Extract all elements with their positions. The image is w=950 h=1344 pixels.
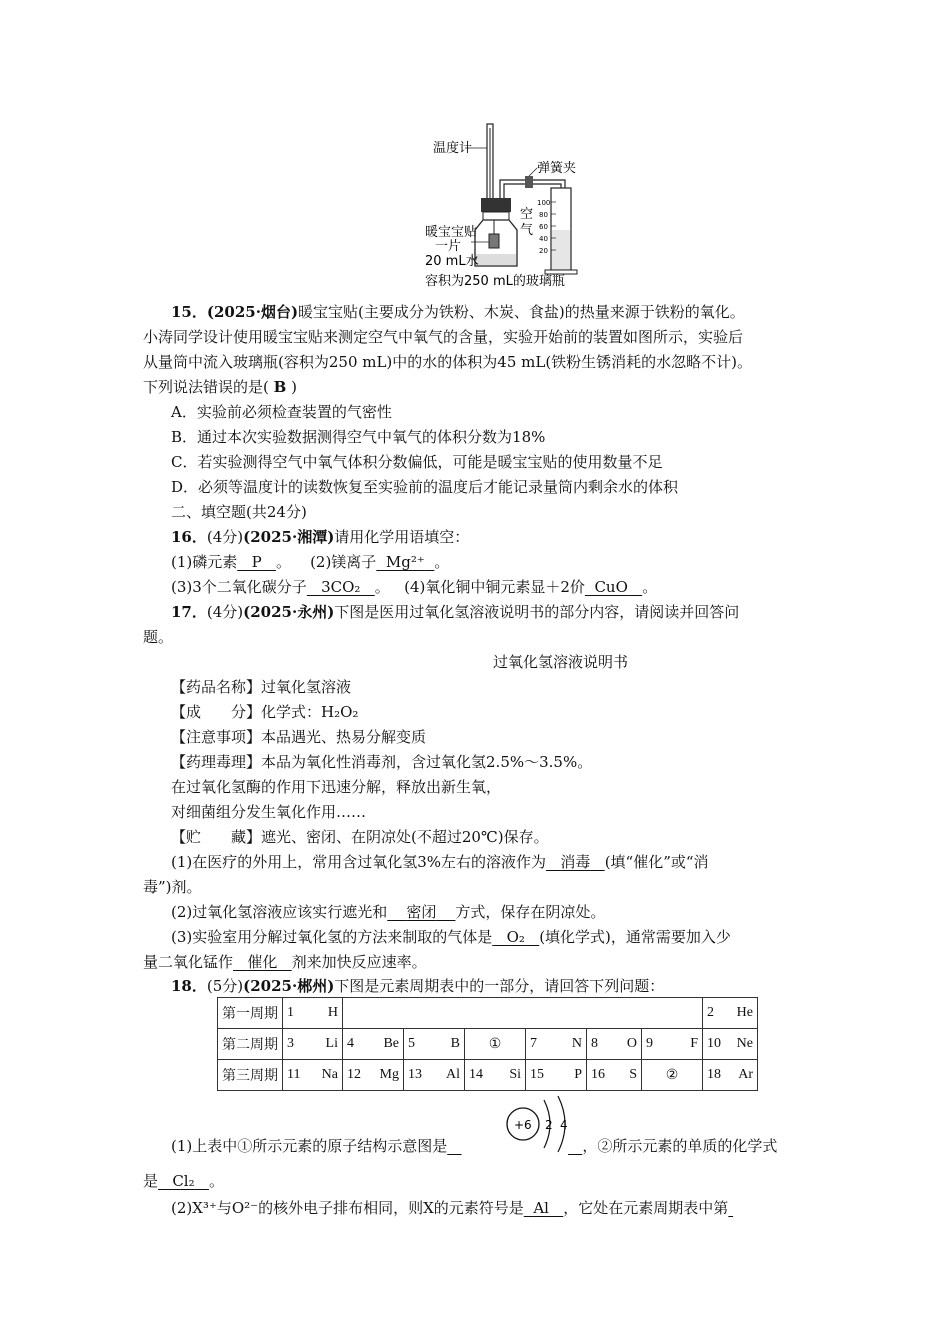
leaflet-line: 【成 分】化学式：H₂O₂ [171, 703, 359, 721]
q18-s2-text: (2)X³⁺与O²⁻的核外电子排布相同，则X的元素符号是 [171, 1199, 524, 1217]
q15-source: (2025·烟台) [206, 303, 299, 321]
q17-sub1 [171, 852, 709, 872]
leaflet-line: 【药品名称】过氧化氢溶液 [171, 678, 352, 696]
thermometer-label: 温度计 [433, 141, 473, 156]
q15-line1 [171, 302, 745, 322]
q17-sub2 [171, 902, 605, 922]
air-label-2: 气 [520, 223, 534, 238]
tick-label: 40 [539, 235, 548, 243]
element-cell-unknown-2: ② [642, 1060, 703, 1091]
q17-s3d-text: 剂来加快反应速率。 [291, 953, 427, 971]
element-cell: 1 H [283, 998, 343, 1029]
q16-line1 [171, 527, 469, 547]
q18-score: (5分) [206, 977, 244, 995]
table-row [218, 998, 758, 1029]
q17-s2-end: 方式，保存在阴凉处。 [455, 903, 606, 921]
q15-stem-2: 小涛同学设计使用暖宝宝贴来测定空气中氧气的含量，实验开始前的装置如图所示，实验后 [143, 328, 744, 346]
q15-stem-4a: 下列说法错误的是( [143, 378, 269, 396]
q18-s1d-text: 。 [208, 1172, 224, 1190]
q16-p3-text: (3)3个二氧化碳分子 [171, 578, 307, 596]
element-cell: 18 Ar [703, 1060, 758, 1091]
q17-s1c: 毒”)剂。 [143, 878, 202, 896]
q16-p4-text: (4)氧化铜中铜元素显＋2价 [404, 578, 585, 596]
element-cell: 12 Mg [343, 1060, 404, 1091]
leaflet-line: 【贮 藏】遮光、密闭、在阴凉处(不超过20℃)保存。 [171, 828, 549, 846]
element-cell: 3 Li [283, 1029, 343, 1060]
q17-s3-text: (3)实验室用分解过氧化氢的方法来制取的气体是 [171, 928, 493, 946]
q16-answer-2: Mg²⁺ [385, 553, 425, 571]
tick-label: 60 [539, 223, 548, 231]
clip-label: 弹簧夹 [537, 161, 577, 176]
element-cell: 7 N [526, 1029, 587, 1060]
q16-source: (2025·湘潭) [243, 528, 335, 546]
q18-sub1-right [568, 1136, 777, 1156]
apparatus-figure [425, 118, 595, 294]
q18-s1b-text: ，②所示元素的单质的化学式 [582, 1137, 778, 1155]
period-label: 第二周期 [218, 1029, 283, 1060]
q17-answer-1: 消毒 [560, 853, 591, 871]
section-heading: 二、填空题(共24分) [171, 503, 307, 521]
q17-sub3-cont [143, 952, 427, 972]
q15-stem-3: 从量筒中流入玻璃瓶(容积为250 mL)中的水的体积为45 mL(铁粉生锈消耗的水忽略不计)。 [143, 353, 753, 371]
q18-blank-1 [447, 1137, 461, 1155]
q17-s3c-text: 量二氧化锰作 [143, 953, 234, 971]
element-cell-unknown-1: ① [465, 1029, 526, 1060]
q17-line1 [171, 602, 739, 622]
q16-p2-end: 。 [434, 553, 450, 571]
q15-stem-4b: ) [291, 378, 297, 396]
q17-answer-3: O₂ [506, 928, 525, 946]
shell-1-electrons: 2 [545, 1118, 553, 1132]
q16-line3 [171, 577, 657, 597]
element-cell: 8 O [587, 1029, 642, 1060]
q16-score: (4分) [206, 528, 244, 546]
q16-p2-text: (2)镁离子 [310, 553, 377, 571]
q17-s1-text: (1)在医疗的外用上，常用含过氧化氢3%左右的溶液作为 [171, 853, 547, 871]
q17-source: (2025·永州) [243, 603, 335, 621]
q17-s2-text: (2)过氧化氢溶液应该实行遮光和 [171, 903, 388, 921]
period-label: 第三周期 [218, 1060, 283, 1091]
q18-sub1-cont [143, 1171, 224, 1191]
q16-answer-4: CuO [594, 578, 628, 596]
leaflet-line: 【药理毒理】本品为氧化性消毒剂，含过氧化氢2.5%～3.5%。 [171, 753, 593, 771]
table-row [218, 1060, 758, 1091]
figure-caption: 容积为250 mL的玻璃瓶 [425, 274, 565, 289]
shell-2-electrons: 4 [560, 1118, 568, 1132]
q18-stem: 下图是元素周期表中的一部分，请回答下列问题： [334, 977, 665, 995]
q16-line2 [171, 552, 449, 572]
q15-option-c: C．若实验测得空气中氧气体积分数偏低，可能是暖宝宝贴的使用数量不足 [171, 453, 663, 471]
table-row [218, 1029, 758, 1060]
q17-answer-2: 密闭 [406, 903, 437, 921]
leaflet-title: 过氧化氢溶液说明书 [493, 653, 629, 671]
q15-line4 [143, 377, 297, 397]
empty-cell [343, 998, 703, 1029]
q17-s1-end: (填“催化”或“消 [604, 853, 709, 871]
leaflet-line: 【注意事项】本品遇光、热易分解变质 [171, 728, 427, 746]
q18-answer-3: Al [533, 1199, 549, 1217]
warmer-label-1: 暖宝宝贴 [425, 225, 478, 240]
water-label: 20 mL水 [425, 254, 479, 269]
element-cell: 11 Na [283, 1060, 343, 1091]
warmer-patch [489, 234, 499, 248]
nucleus-charge: +6 [514, 1118, 532, 1132]
q18-s2b-text: ，它处在元素周期表中第 [563, 1199, 729, 1217]
q17-sub3 [171, 927, 731, 947]
q16-answer-1: P [251, 553, 262, 571]
air-label-1: 空 [520, 207, 534, 222]
element-cell: 4 Be [343, 1029, 404, 1060]
element-cell: 10 Ne [703, 1029, 758, 1060]
q17-s3-end: (填化学式)，通常需要加入少 [539, 928, 731, 946]
spring-clip [525, 176, 533, 188]
leaflet-line: 在过氧化氢酶的作用下迅速分解，释放出新生氧， [171, 778, 502, 796]
q18-number: 18． [171, 977, 207, 995]
tick-label: 100 [537, 199, 551, 207]
q18-line1 [171, 976, 664, 996]
q17-answer-4: 催化 [247, 953, 278, 971]
element-cell: 5 B [404, 1029, 465, 1060]
period-label: 第一周期 [218, 998, 283, 1029]
q15-number: 15． [171, 303, 207, 321]
element-cell: 2 He [703, 998, 758, 1029]
q15-stem-1: 暖宝宝贴(主要成分为铁粉、木炭、食盐)的热量来源于铁粉的氧化。 [298, 303, 745, 321]
q16-p1-text: (1)磷元素 [171, 553, 238, 571]
q18-s1c-text: 是 [143, 1172, 159, 1190]
q16-stem: 请用化学用语填空： [334, 528, 470, 546]
q17-stem-2: 题。 [143, 628, 174, 646]
stopper [481, 198, 511, 212]
q18-s1-text: (1)上表中①所示元素的原子结构示意图是 [171, 1137, 448, 1155]
element-cell: 14 Si [465, 1060, 526, 1091]
q15-answer: B [273, 378, 287, 396]
q16-answer-3: 3CO₂ [321, 578, 361, 596]
leaflet-line: 对细菌组分发生氧化作用…… [171, 803, 367, 821]
q16-p1-end: 。 [275, 553, 291, 571]
q15-option-b: B．通过本次实验数据测得空气中氧气的体积分数为18% [171, 428, 546, 446]
q16-p4-end: 。 [642, 578, 658, 596]
q18-sub2 [171, 1198, 733, 1218]
q16-p3-end: 。 [374, 578, 390, 596]
q15-option-d: D．必须等温度计的读数恢复至实验前的温度后才能记录量筒内剩余水的体积 [171, 478, 679, 496]
periodic-table [217, 997, 758, 1091]
q18-answer-2: Cl₂ [172, 1172, 195, 1190]
q15-option-a: A．实验前必须检查装置的气密性 [171, 403, 392, 421]
element-cell: 15 P [526, 1060, 587, 1091]
element-cell: 16 S [587, 1060, 642, 1091]
q17-stem-1: 下图是医用过氧化氢溶液说明书的部分内容，请阅读并回答问 [334, 603, 740, 621]
q18-sub1 [171, 1136, 462, 1156]
warmer-label-2: 一片 [435, 239, 462, 254]
q17-score: (4分) [206, 603, 244, 621]
q16-number: 16． [171, 528, 207, 546]
element-cell: 13 Al [404, 1060, 465, 1091]
element-cell: 9 F [642, 1029, 703, 1060]
tick-label: 80 [539, 211, 548, 219]
tick-label: 20 [539, 247, 548, 255]
q18-source: (2025·郴州) [243, 977, 335, 995]
q17-number: 17． [171, 603, 207, 621]
